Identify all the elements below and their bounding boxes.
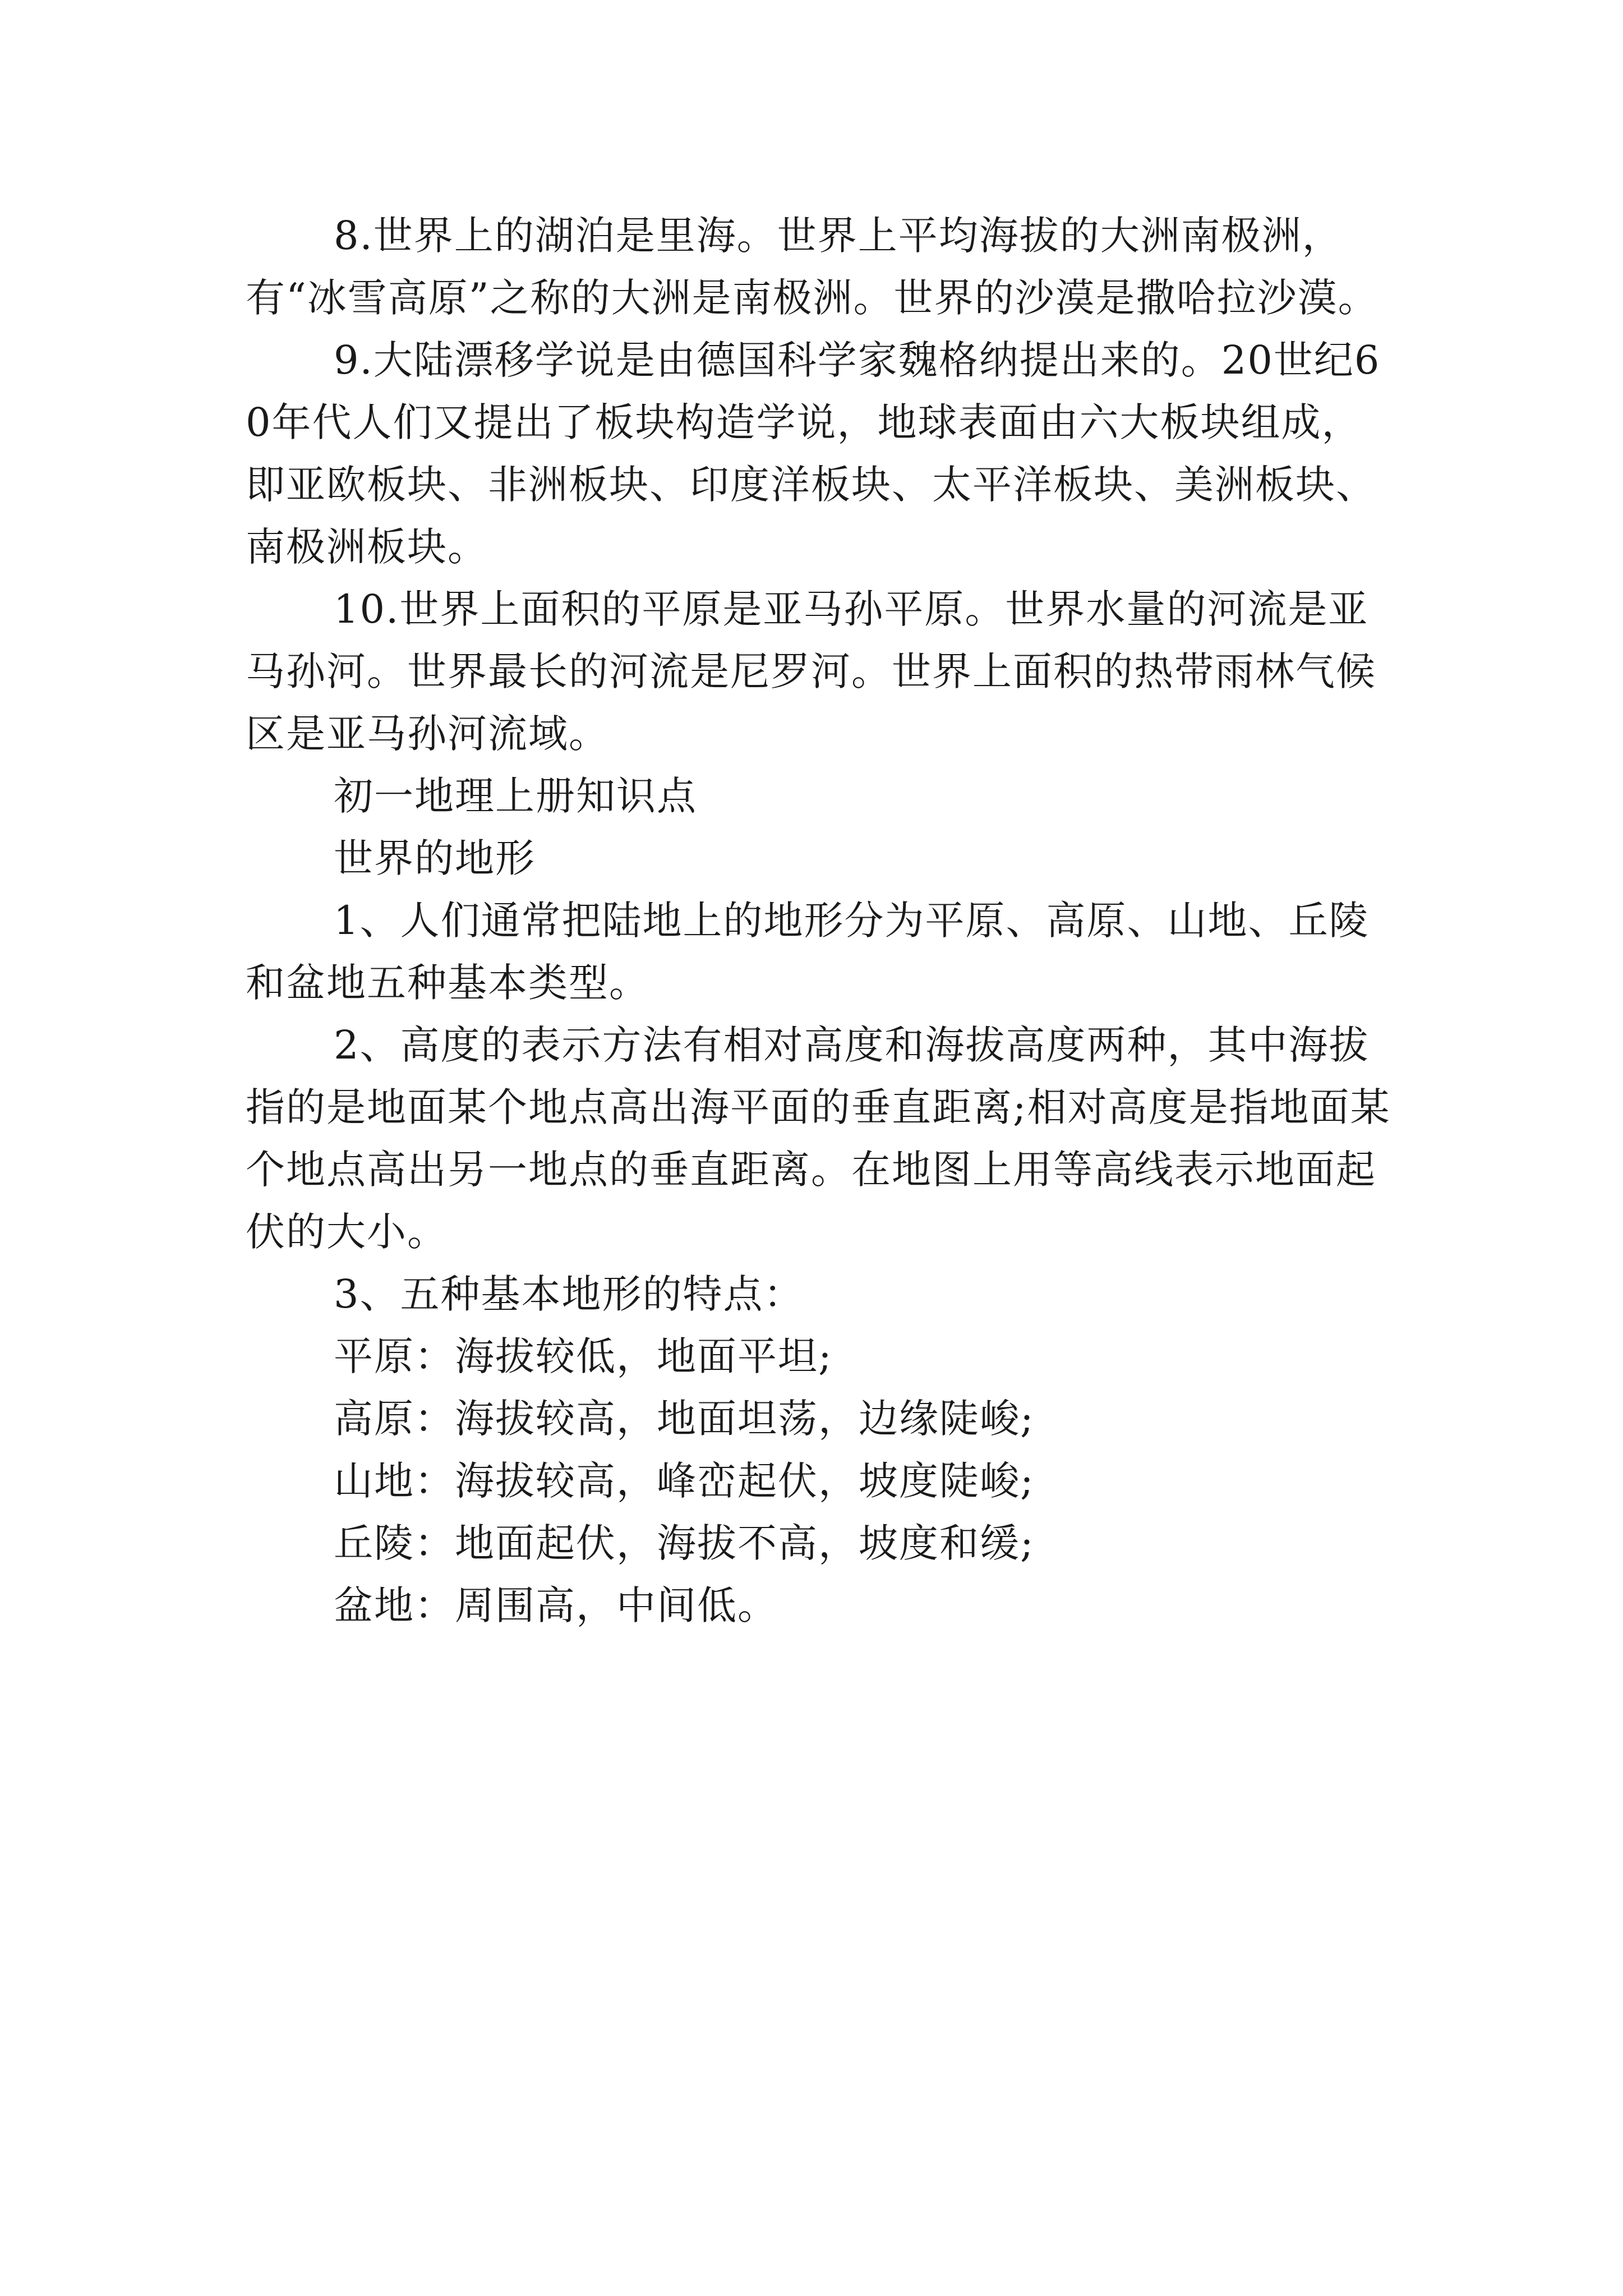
landform-plateau: 高原：海拔较高，地面坦荡，边缘陡峻;	[334, 1396, 1035, 1442]
paragraph-continental-drift: 9.大陆漂移学说是由德国科学家魏格纳提出来的。20世纪60年代人们又提出了板块构造学说，地球表面由六大板块组成，即亚欧板块、非洲板块、印度洋板块、太平洋板块、美洲板块、南极洲板块。	[246, 337, 1381, 570]
landform-basin: 盆地：周围高，中间低。	[334, 1582, 778, 1628]
point-landform-types: 1、人们通常把陆地上的地形分为平原、高原、山地、丘陵和盆地五种基本类型。	[246, 898, 1370, 1006]
point-elevation: 2、高度的表示方法有相对高度和海拔高度两种，其中海拔指的是地面某个地点高出海平面的垂直距离;相对高度是指地面某个地点高出另一地点的垂直距离。在地图上用等高线表示地面起伏的大小。	[246, 1022, 1391, 1255]
paragraph-plains-rivers: 10.世界上面积的平原是亚马孙平原。世界水量的河流是亚马孙河。世界最长的河流是尼罗河。世界上面积的热带雨林气候区是亚马孙河流域。	[246, 586, 1376, 757]
landform-mountain: 山地：海拔较高，峰峦起伏，坡度陡峻;	[334, 1458, 1035, 1504]
document-body	[246, 205, 1395, 1637]
section-title: 初一地理上册知识点	[334, 773, 697, 819]
subsection-title: 世界的地形	[334, 835, 536, 881]
landform-hills: 丘陵：地面起伏，海拔不高，坡度和缓;	[334, 1520, 1035, 1566]
point-landform-features: 3、五种基本地形的特点：	[334, 1271, 804, 1317]
paragraph-lakes-deserts: 8.世界上的湖泊是里海。世界上平均海拔的大洲南极洲，有“冰雪高原”之称的大洲是南极洲。世界的沙漠是撒哈拉沙漠。	[246, 213, 1378, 321]
landform-plain: 平原：海拔较低，地面平坦;	[334, 1333, 833, 1379]
